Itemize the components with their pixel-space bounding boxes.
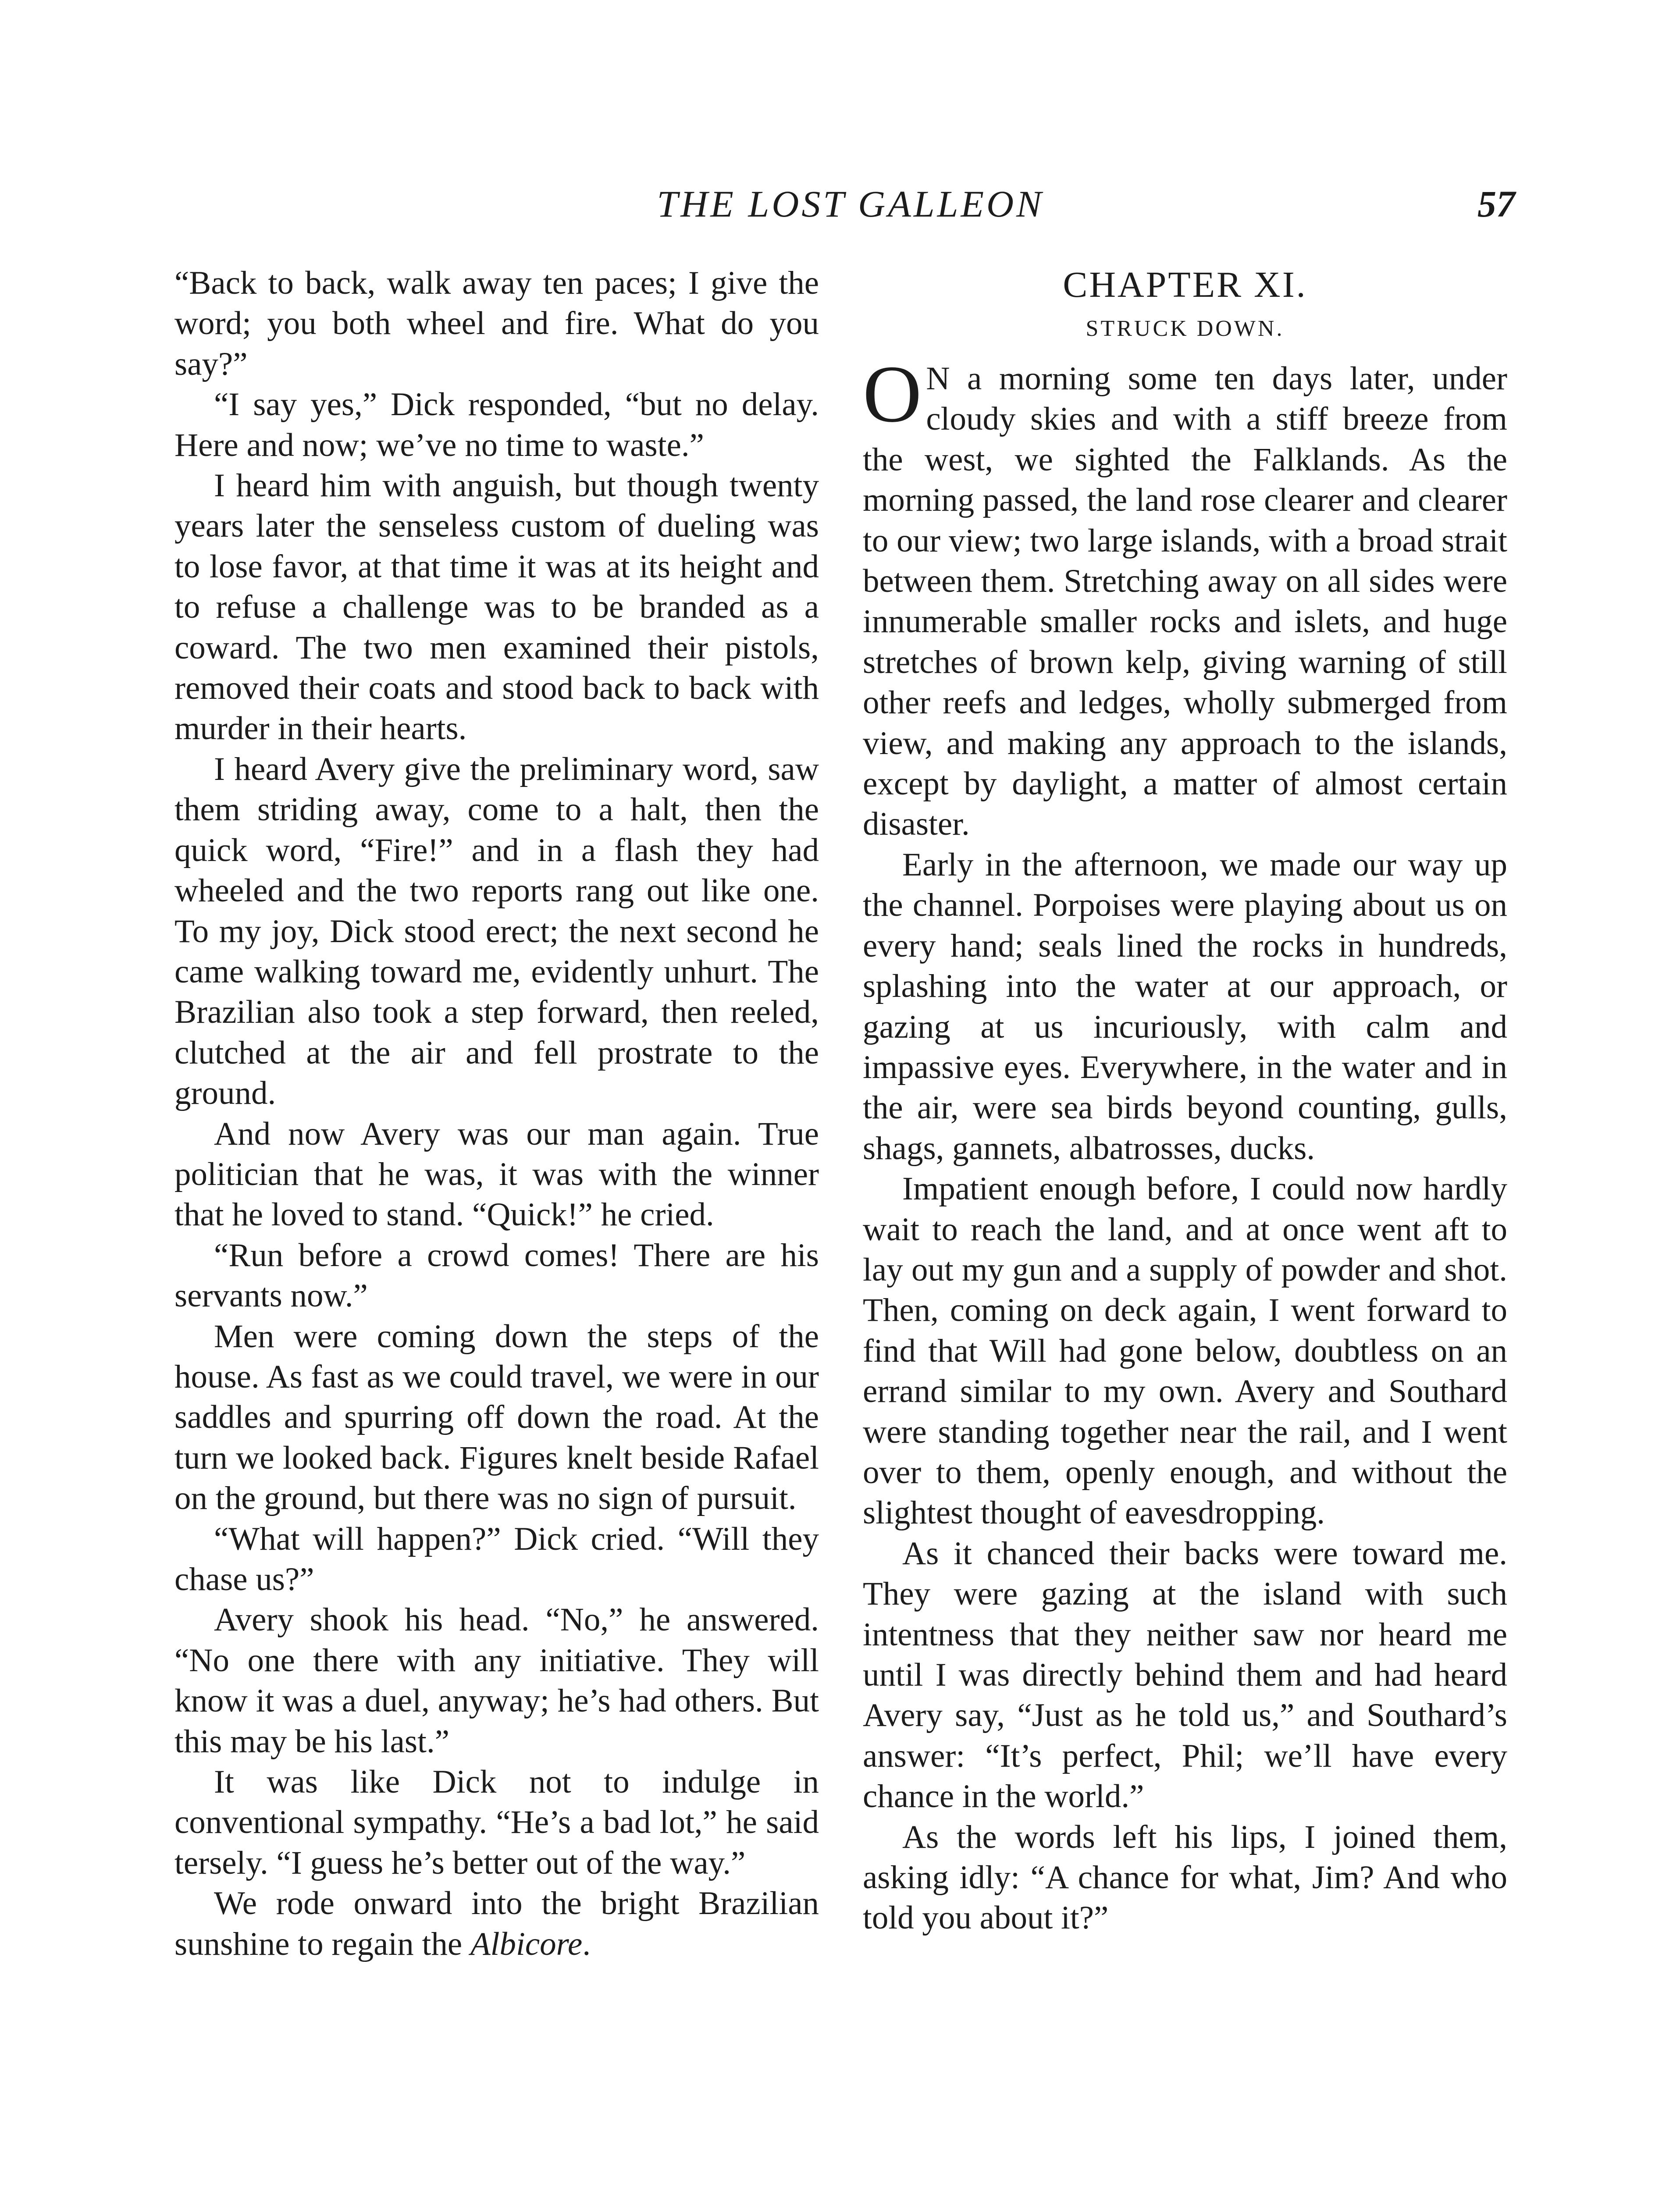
paragraph: Men were coming down the steps of the house. As fast as we could travel, we were in our saddles and spurring off down the road. At the turn we looked back. Figures knelt beside Rafael on the ground, but there was no sign of pursuit.	[174, 1318, 819, 1517]
right-column	[863, 263, 1507, 1939]
opening-paragraph-text: N a morning some ten days later, under cloudy skies and with a stiff breeze from the west, we sighted the Falklands. As the morning passed, the land rose clearer and clearer to our view; two large islands, with a broad strait between them. Stretching away on all sides were innumerable smaller rocks and islets, and huge stretches of brown kelp, giving warning of still other reefs and ledges, wholly submerged from view, and making any approach to the islands, except by daylight, a matter of almost certain disaster.	[863, 360, 1507, 843]
paragraph-final	[174, 1883, 819, 1964]
paragraph-final-end: .	[582, 1925, 591, 1962]
paragraph: It was like Dick not to indulge in conventional sympathy. “He’s a bad lot,” he said tersely. “I guess he’s better out of the way.”	[174, 1764, 819, 1881]
running-head-title: THE LOST GALLEON	[657, 183, 1044, 225]
paragraph: “What will happen?” Dick cried. “Will they chase us?”	[174, 1520, 819, 1598]
paragraph: “Back to back, walk away ten paces; I give the word; you both wheel and fire. What do you say?”	[174, 265, 819, 382]
paragraph: And now Avery was our man again. True politician that he was, it was with the winner that he loved to stand. “Quick!” he cried.	[174, 1115, 819, 1233]
paragraph: As the words left his lips, I joined them, asking idly: “A chance for what, Jim? And who told you about it?”	[863, 1818, 1507, 1936]
paragraph: Impatient enough before, I could now hardly wait to reach the land, and at once went aft to lay out my gun and a supply of powder and shot. Then, coming on deck again, I went forward to find that Will had gone below, doubtless on an errand similar to my own. Avery and Southard were standing together near the rail, and I went over to them, openly enough, and without the slightest thought of eavesdropping.	[863, 1171, 1507, 1531]
paragraph: “Run before a crowd comes! There are his servants now.”	[174, 1237, 819, 1314]
page-number: 57	[1477, 183, 1515, 225]
paragraph: As it chanced their backs were toward me. They were gazing at the island with such intentness that they neither saw nor heard me until I was directly behind them and had heard Avery say, “Just as he told us,” and Southard’s answer: “It’s perfect, Phil; we’ll have every chance in the world.”	[863, 1535, 1507, 1815]
paragraph: Early in the afternoon, we made our way up the channel. Porpoises were playing about us on every hand; seals lined the rocks in hundreds, splashing into the water at our approach, or gazing at us incuriously, with calm and impassive eyes. Everywhere, in the water and in the air, were sea birds beyond counting, gulls, shags, gannets, albatrosses, ducks.	[863, 846, 1507, 1167]
paragraph: I heard Avery give the preliminary word, saw them striding away, come to a halt, then the quick word, “Fire!” and in a flash they had wheeled and the two reports rang out like one. To my joy, Dick stood erect; the next second he came walking toward me, evidently unhurt. The Brazilian also took a step forward, then reeled, clutched at the air and fell prostrate to the ground.	[174, 751, 819, 1112]
ship-name: Albicore	[470, 1925, 583, 1962]
paragraph: Avery shook his head. “No,” he answered. “No one there with any initiative. They will know it was a duel, anyway; he’s had others. But this may be his last.”	[174, 1601, 819, 1760]
paragraph-final-text: We rode onward into the bright Brazilian sunshine to regain the	[174, 1885, 819, 1962]
chapter-title: CHAPTER XI.	[1063, 264, 1307, 305]
opening-paragraph	[863, 349, 1507, 845]
paragraph: “I say yes,” Dick responded, “but no delay. Here and now; we’ve no time to waste.”	[174, 386, 819, 463]
left-column	[174, 263, 819, 1964]
chapter-subtitle: STRUCK DOWN.	[1086, 316, 1285, 341]
drop-cap: O	[863, 349, 922, 439]
paragraph: I heard him with anguish, but though twenty years later the senseless custom of dueling was to lose favor, at that time it was at its height and to refuse a challenge was to be branded as a coward. The two men examined their pistols, removed their coats and stood back to back with murder in their hearts.	[174, 467, 819, 747]
